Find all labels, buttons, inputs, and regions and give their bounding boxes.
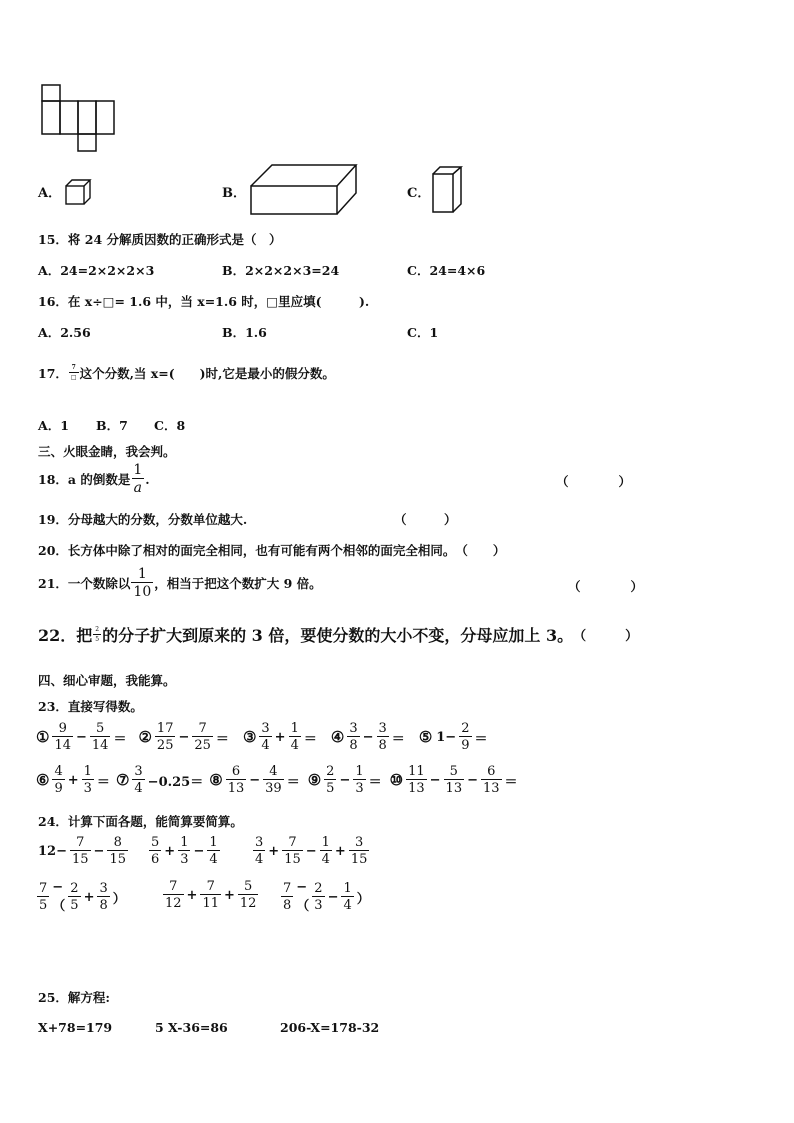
operator: ＝: [303, 731, 317, 747]
denominator: 3: [180, 852, 189, 867]
denominator: 3: [83, 781, 92, 796]
denominator: 4: [321, 852, 330, 867]
q23-item-7[interactable]: [116, 765, 205, 795]
numerator: 3: [261, 721, 270, 736]
item-number-marker: ⑦: [115, 771, 130, 789]
operator: −（: [52, 880, 66, 914]
numerator: 4: [269, 764, 278, 779]
denominator: 9: [461, 738, 470, 753]
q23-item-4[interactable]: [331, 722, 407, 752]
fraction: [52, 722, 73, 752]
denominator: 8: [283, 898, 292, 913]
numerator: 5: [449, 764, 458, 779]
fraction: [481, 765, 502, 795]
q15-option-a[interactable]: A．24=2×2×2×3: [38, 263, 155, 278]
q24-row2-expression-1[interactable]: [36, 880, 128, 914]
operator: −: [249, 772, 261, 788]
q23-title: 23．直接写得数。: [38, 699, 143, 714]
denominator: 4: [255, 852, 264, 867]
numerator: 7: [206, 879, 215, 894]
fraction: [444, 765, 465, 795]
item-number-marker: ①: [36, 728, 50, 746]
q23-row-2: [36, 765, 520, 795]
q25-equation-3: 206-X=178-32: [280, 1020, 380, 1035]
operator: 12−: [38, 843, 67, 859]
denominator: 5: [39, 898, 48, 913]
q17-option-c[interactable]: C．8: [154, 418, 186, 433]
operator: ）: [356, 891, 370, 907]
operator: −: [305, 843, 317, 859]
fraction: [406, 765, 427, 795]
denominator: 13: [483, 781, 500, 796]
fraction: [282, 836, 303, 866]
fraction: [163, 880, 184, 910]
q17-question: 17． $\frac{7}{□}$ 这个分数,当 x=( )时,它是最小的假分数。: [38, 364, 335, 381]
q23-item-6[interactable]: [36, 765, 112, 795]
q24-title: 24．计算下面各题，能简算要简算。: [38, 814, 243, 829]
numerator: 6: [231, 764, 241, 779]
numerator: 6: [487, 764, 496, 779]
denominator: 8: [378, 738, 387, 753]
denominator: 5: [326, 781, 335, 796]
q16-question: 16．在 x÷□= 1.6 中，当 x=1.6 时，□里应填( ).: [38, 294, 370, 309]
numerator: 1: [209, 835, 218, 850]
denominator: 9: [54, 781, 63, 796]
fraction: [459, 722, 471, 752]
item-number-marker: ③: [242, 728, 257, 746]
operator: ＝: [286, 774, 300, 790]
numerator: 2: [314, 881, 323, 896]
numerator: 7: [283, 881, 292, 896]
q15-option-c[interactable]: C．24=4×6: [407, 263, 486, 278]
q23-item-10[interactable]: [390, 765, 520, 795]
operator: +: [186, 887, 198, 903]
fraction: [349, 836, 370, 866]
q23-item-5[interactable]: [419, 722, 490, 752]
denominator: 4: [134, 781, 143, 796]
fraction: [226, 765, 247, 795]
fraction: [70, 836, 91, 866]
q16-option-a[interactable]: A．2.56: [38, 325, 91, 340]
fraction: [52, 765, 64, 795]
denominator: 39: [265, 781, 282, 796]
fraction: [192, 722, 213, 752]
operator: ＝: [368, 774, 382, 790]
operator: −: [327, 889, 339, 905]
denominator: 15: [71, 852, 89, 867]
q25-equation-1: X+78=179: [38, 1020, 113, 1035]
denominator: 14: [91, 738, 109, 753]
numerator: 5: [244, 879, 253, 894]
fraction: [200, 880, 221, 910]
fraction: [82, 765, 94, 795]
q24-row2-expression-2[interactable]: [162, 880, 259, 910]
denominator: 4: [343, 898, 352, 913]
numerator: 17: [156, 721, 174, 736]
q24-row2-expression-3[interactable]: [280, 880, 372, 914]
fraction: [132, 765, 144, 795]
item-number-marker: ②: [138, 728, 152, 746]
q22-answer-bracket[interactable]: （ ）: [573, 629, 639, 644]
denominator: 14: [54, 738, 71, 753]
q21-answer-bracket[interactable]: （ ）: [568, 579, 644, 594]
numerator: 7: [169, 879, 178, 894]
numerator: 1: [180, 835, 189, 850]
denominator: 13: [227, 781, 245, 796]
item-number-marker: ④: [330, 728, 345, 746]
operator: ）: [112, 891, 126, 907]
operator: ＝: [113, 731, 127, 747]
item-number-marker: ⑧: [209, 771, 223, 789]
denominator: 8: [349, 738, 358, 753]
denominator: 6: [151, 852, 160, 867]
fraction: [259, 722, 271, 752]
fraction: [263, 765, 284, 795]
q23-item-1[interactable]: [36, 722, 128, 752]
item-number-marker: ⑤: [418, 728, 433, 746]
item-number-marker: ⑩: [389, 771, 404, 789]
q23-row-1: [36, 722, 490, 752]
denominator: 3: [314, 898, 323, 913]
operator: −: [467, 772, 478, 788]
fraction: [97, 882, 109, 912]
q23-item-9[interactable]: [308, 765, 384, 795]
denominator: 3: [355, 781, 364, 796]
denominator: 4: [209, 852, 218, 867]
q15-option-b[interactable]: B．2×2×2×3=24: [222, 263, 340, 278]
numerator: 3: [349, 721, 358, 736]
q25-title: 25．解方程:: [38, 990, 111, 1005]
denominator: 25: [156, 738, 174, 753]
q14-option-a-label: A．: [38, 186, 62, 201]
q23-item-2[interactable]: [138, 722, 230, 752]
fraction: [320, 836, 332, 866]
operator: −: [76, 729, 87, 745]
numerator: 4: [54, 764, 63, 779]
q19-question: 19．分母越大的分数，分数单位越大.: [38, 512, 248, 527]
operator: ＝: [96, 774, 110, 790]
q14-option-c-label: C．: [407, 186, 431, 201]
numerator: 7: [39, 881, 48, 896]
denominator: 11: [202, 896, 219, 911]
fraction: [68, 882, 80, 912]
denominator: 4: [290, 738, 299, 753]
operator: +: [224, 887, 235, 903]
fraction: [149, 836, 161, 866]
q21-question: 21．一个数除以 $\frac{1}{10}$ ，相当于把这个数扩大 9 倍。: [38, 566, 322, 600]
cube-net-figure: [40, 84, 120, 154]
fraction: [281, 882, 293, 912]
numerator: 5: [151, 835, 160, 850]
q23-item-3[interactable]: [243, 722, 319, 752]
section-4-heading: 四、细心审题，我能算。: [38, 673, 176, 688]
numerator: 7: [198, 721, 207, 736]
operator: ＝: [215, 731, 229, 747]
q17-fraction: $\frac{7}{□}$: [70, 364, 77, 381]
fraction: [37, 882, 49, 912]
fraction: [238, 880, 259, 910]
tall-cuboid-icon[interactable]: [430, 164, 466, 216]
operator: −0.25＝: [147, 774, 204, 790]
numerator: 8: [113, 835, 122, 850]
q17-option-a[interactable]: A．1: [38, 418, 69, 433]
fraction: [207, 836, 219, 866]
operator: −（: [296, 880, 310, 914]
denominator: 5: [70, 898, 79, 913]
operator: +: [164, 843, 176, 859]
operator: −: [178, 729, 190, 745]
operator: ＝: [391, 731, 405, 747]
q18-question: 18．a 的倒数是 $\frac{1}{a}$ .: [38, 462, 150, 496]
numerator: 3: [378, 721, 387, 736]
denominator: 25: [194, 738, 211, 753]
item-number-marker: ⑨: [307, 771, 322, 789]
q17-option-b[interactable]: B．7: [96, 418, 128, 433]
q20-answer-bracket[interactable]: （ ）: [455, 543, 506, 558]
operator: ＝: [504, 774, 518, 790]
denominator: 15: [284, 852, 301, 867]
q14-option-b-label: B．: [222, 186, 246, 201]
q24-row1-expression-2[interactable]: [148, 836, 221, 866]
fraction: [107, 836, 128, 866]
denominator: 15: [350, 852, 368, 867]
fraction: [178, 836, 190, 866]
numerator: 7: [76, 835, 85, 850]
q24-row1-expression-3[interactable]: [252, 836, 370, 866]
fraction: [90, 722, 111, 752]
q23-item-8[interactable]: [209, 765, 301, 795]
numerator: 3: [255, 835, 264, 850]
operator: −: [339, 772, 351, 788]
denominator: 13: [445, 781, 463, 796]
numerator: 1: [290, 721, 299, 736]
numerator: 1: [355, 764, 364, 779]
operator: +: [334, 843, 346, 859]
fraction: [377, 722, 389, 752]
q22-question: 22．把 $\frac{2}{5}$ 的分子扩大到原来的 3 倍，要使分数的大小不变，分母应加上 3。 （ ）: [38, 625, 639, 645]
small-cube-icon[interactable]: [64, 178, 94, 206]
fraction: [341, 882, 353, 912]
numerator: 9: [58, 721, 67, 736]
operator: −: [193, 843, 205, 859]
fraction: [312, 882, 324, 912]
section-3-heading: 三、火眼金睛，我会判。: [38, 444, 176, 459]
fraction: [324, 765, 336, 795]
numerator: 2: [326, 764, 335, 779]
fraction: [155, 722, 176, 752]
denominator: 12: [165, 896, 182, 911]
numerator: 1: [343, 881, 352, 896]
q16-option-c[interactable]: C．1: [407, 325, 439, 340]
operator: +: [67, 772, 79, 788]
operator: +: [268, 843, 280, 859]
fraction: [289, 722, 301, 752]
operator: −: [362, 729, 374, 745]
numerator: 11: [408, 764, 425, 779]
q24-row1-expression-1[interactable]: [36, 836, 129, 866]
numerator: 3: [354, 835, 364, 850]
numerator: 3: [99, 881, 108, 896]
denominator: 4: [261, 738, 270, 753]
item-number-marker: ⑥: [36, 771, 50, 789]
numerator: 3: [134, 764, 143, 779]
numerator: 2: [70, 881, 79, 896]
q16-option-b[interactable]: B．1.6: [222, 325, 267, 340]
operator: −: [93, 843, 105, 859]
operator: 1−: [436, 729, 457, 745]
operator: +: [83, 889, 95, 905]
numerator: 1: [321, 835, 330, 850]
numerator: 7: [288, 835, 297, 850]
operator: ＝: [474, 731, 488, 747]
q15-question: 15．将 24 分解质因数的正确形式是（ ）: [38, 232, 282, 247]
operator: +: [274, 729, 286, 745]
numerator: 1: [83, 764, 92, 779]
fraction: [353, 765, 365, 795]
q25-equation-2: 5 X-36=86: [155, 1020, 228, 1035]
denominator: 13: [408, 781, 425, 796]
q19-answer-bracket[interactable]: （ ）: [394, 512, 457, 527]
denominator: 15: [109, 852, 126, 867]
numerator: 5: [96, 721, 105, 736]
denominator: 12: [239, 896, 257, 911]
q18-answer-bracket[interactable]: （ ）: [556, 474, 632, 489]
q20-question: 20．长方体中除了相对的面完全相同，也有可能有两个相邻的面完全相同。 （ ）: [38, 543, 506, 558]
fraction: [347, 722, 359, 752]
flat-cuboid-icon[interactable]: [248, 160, 360, 218]
numerator: 2: [461, 721, 470, 736]
operator: −: [429, 772, 441, 788]
denominator: 8: [99, 898, 108, 913]
fraction: [253, 836, 265, 866]
